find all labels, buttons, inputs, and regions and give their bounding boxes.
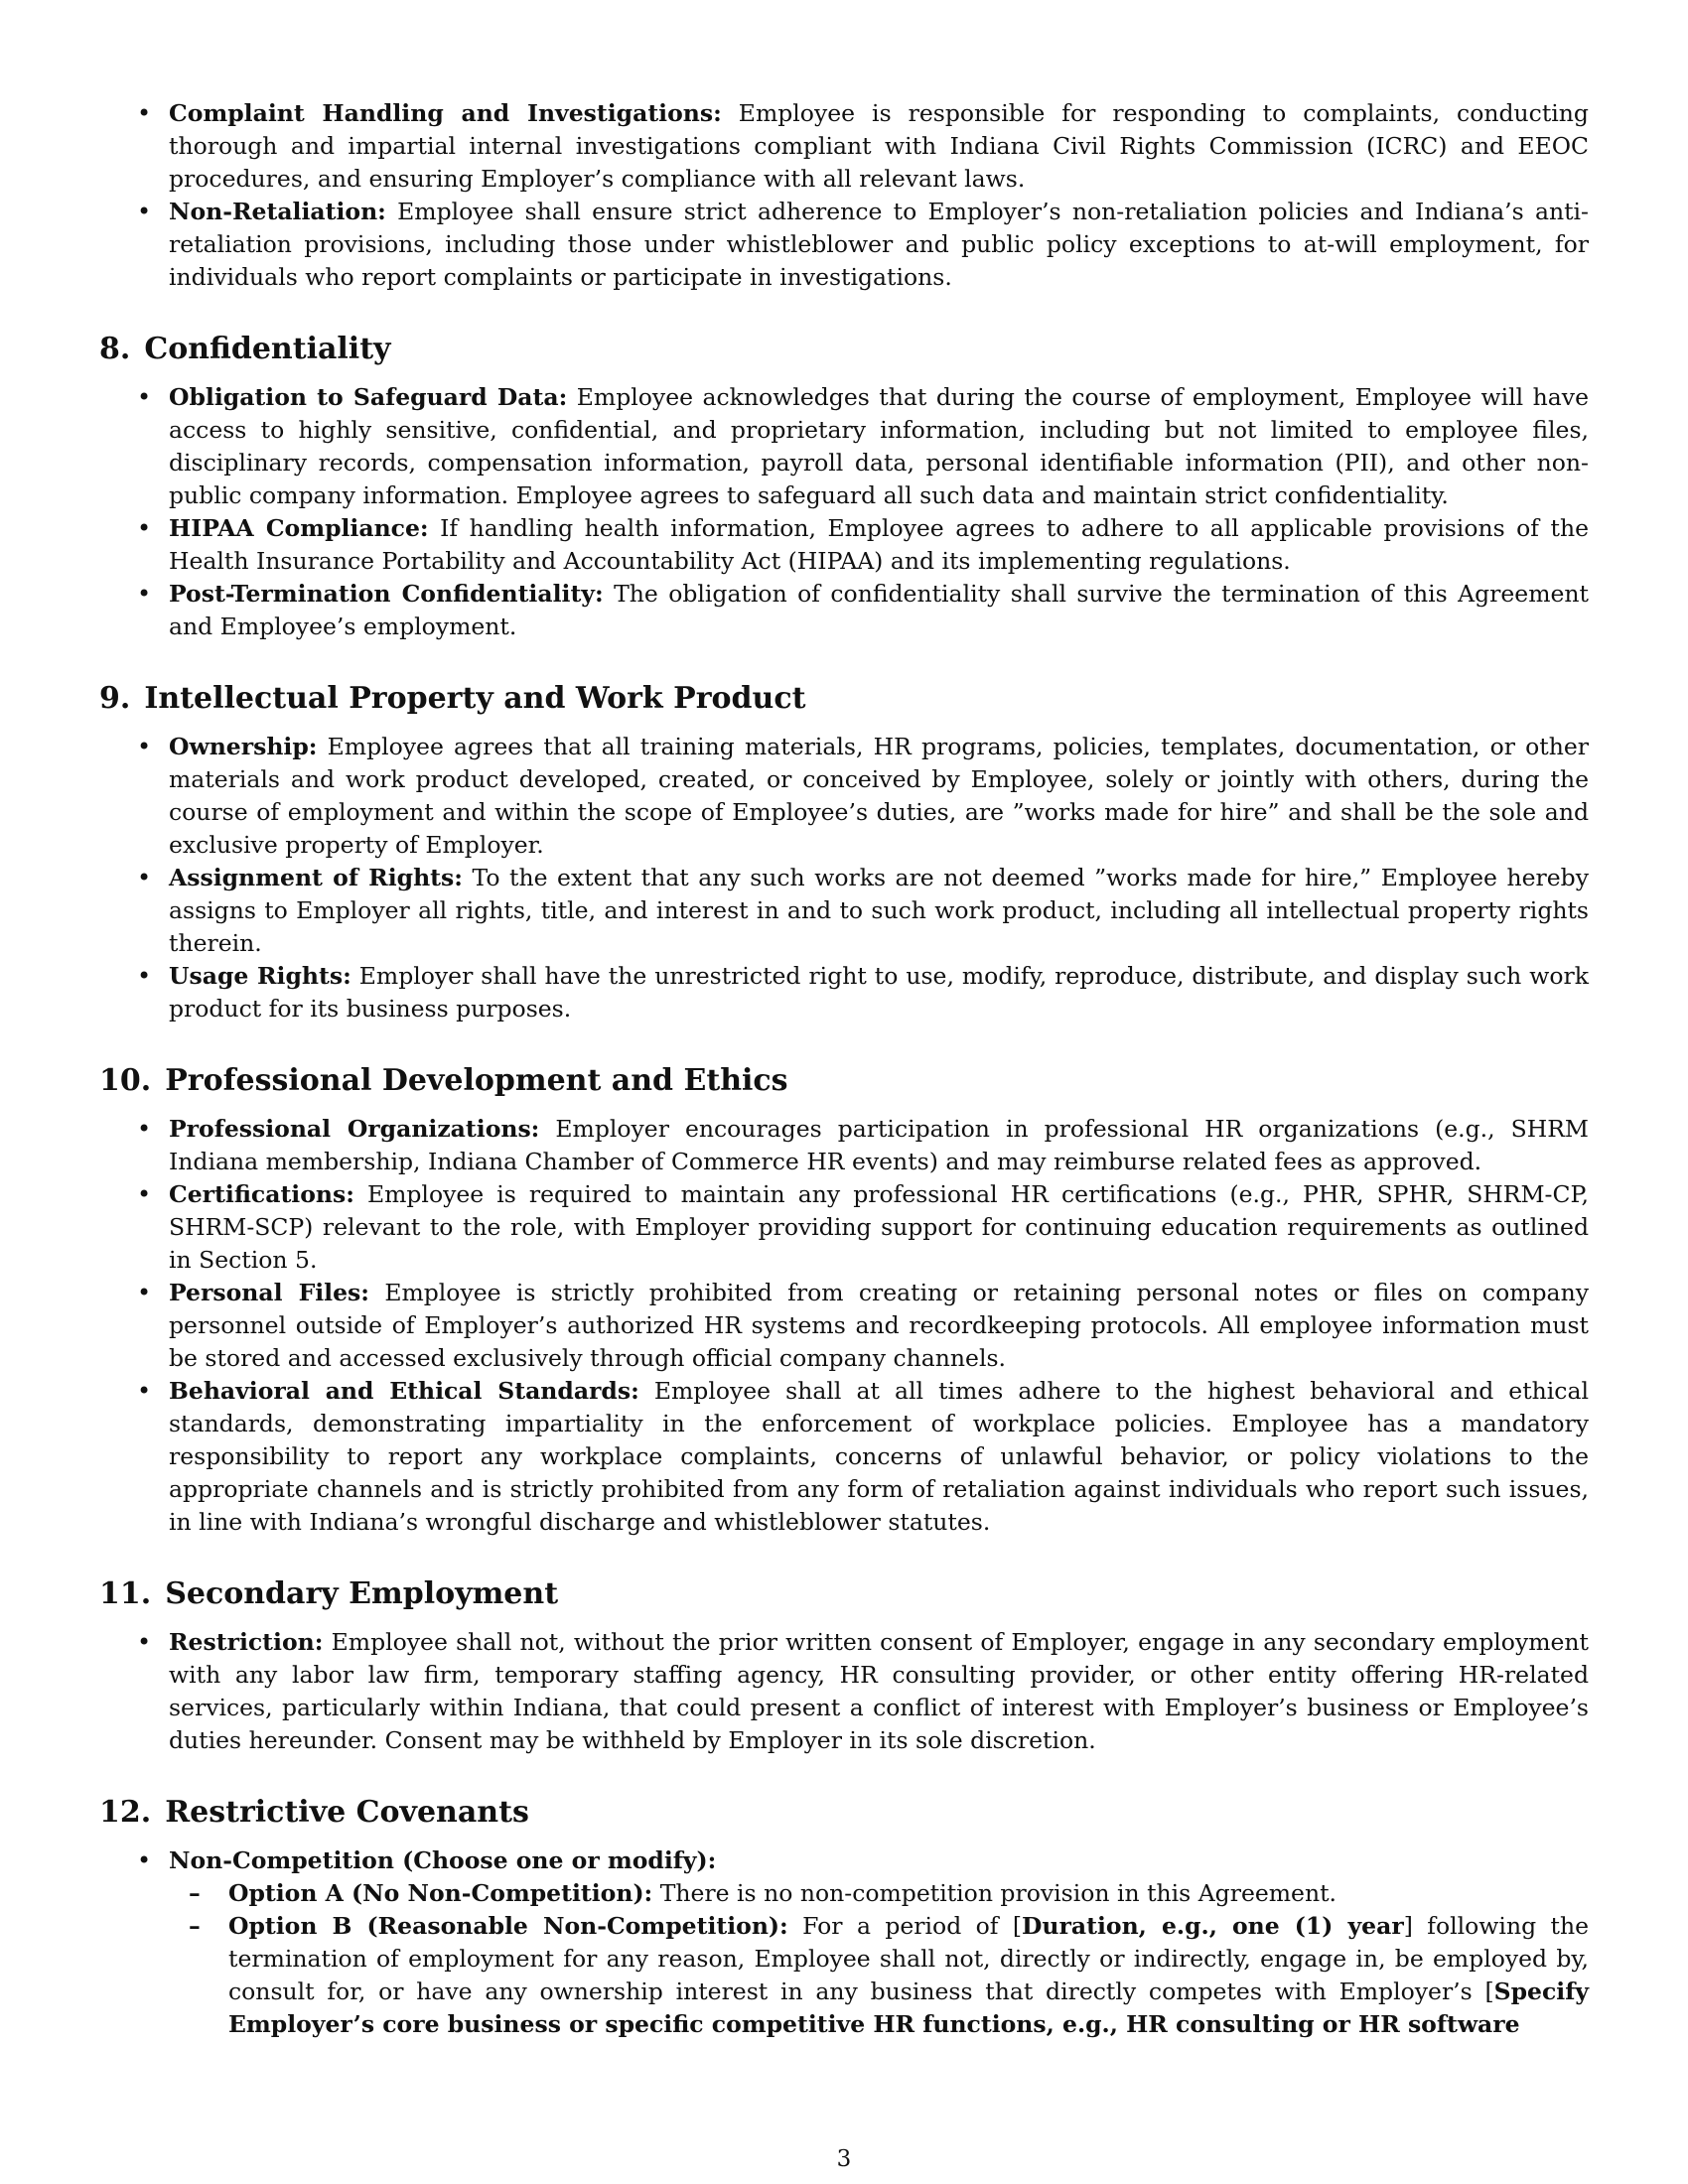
item-text: Employee shall ensure strict adherence to Employer’s non-retaliation policies and Indiana’s anti-retaliation provisions, including those under whistleblower and public policy exceptions to at-will employment, for individuals who report complaints or participate in investigations. xyxy=(169,198,1589,291)
item-term: Post-Termination Confidentiality: xyxy=(169,580,604,608)
item-term: Certifications: xyxy=(169,1180,354,1208)
option-text: ] following the termination of employment for any reason, Employee shall not, directly or indirectly, engage in, be employed by, consult for, or have any ownership interest in any business that directly competes with Employer’s [ xyxy=(228,1912,1589,2005)
page-number: 3 xyxy=(836,2146,852,2172)
item-term: HIPAA Compliance: xyxy=(169,514,429,542)
section-number: 9. xyxy=(99,681,131,716)
item-text: The obligation of confidentiality shall survive the termination of this Agreement and Employee’s employment. xyxy=(169,580,1589,640)
option-term: Option A (No Non-Competition): xyxy=(228,1879,653,1907)
list-item xyxy=(99,960,1589,1025)
section-number: 10. xyxy=(99,1063,152,1098)
item-text: If handling health information, Employee agrees to adhere to all applicable provisions of the Health Insurance Portability and Accountability Act (HIPAA) and its implementing regulations. xyxy=(169,514,1589,575)
section-list xyxy=(99,1113,1589,1539)
list-item xyxy=(99,578,1589,643)
item-text: Employee shall at all times adhere to the highest behavioral and ethical standards, demonstrating impartiality in the enforcement of workplace policies. Employee has a mandatory responsibility to report any workplace complaints, concerns of unlawful behavior, or policy violations to the appropriate channels and is strictly prohibited from any form of retaliation against individuals who report such issues, in line with Indiana’s wrongful discharge and whistleblower statutes. xyxy=(169,1377,1589,1536)
section-title: Intellectual Property and Work Product xyxy=(144,681,806,716)
section-title: Restrictive Covenants xyxy=(165,1795,529,1830)
option-item xyxy=(169,1910,1589,2041)
section-title: Confidentiality xyxy=(144,332,391,366)
section-heading-restrictive-covenants xyxy=(99,1793,1589,1833)
section-list xyxy=(99,731,1589,1025)
list-item xyxy=(99,1626,1589,1757)
item-text: Employee agrees that all training materials, HR programs, policies, templates, documentation, or other materials and work product developed, created, or conceived by Employee, solely or jointly with others, during the course of employment and within the scope of Employee’s duties, are ”works made for hire” and shall be the sole and exclusive property of Employer. xyxy=(169,733,1589,859)
list-item xyxy=(99,1844,1589,2041)
item-term: Non-Competition (Choose one or modify): xyxy=(169,1846,717,1874)
list-item xyxy=(99,381,1589,512)
item-text: Employer encourages participation in professional HR organizations (e.g., SHRM Indiana membership, Indiana Chamber of Commerce HR events) and may reimburse related fees as approved. xyxy=(169,1115,1589,1175)
section-heading-confidentiality xyxy=(99,330,1589,369)
section-list xyxy=(99,1844,1589,2041)
option-text: There is no non-competition provision in this Agreement. xyxy=(659,1879,1337,1907)
list-item xyxy=(99,731,1589,862)
item-text: Employer shall have the unrestricted right to use, modify, reproduce, distribute, and display such work product for its business purposes. xyxy=(169,962,1590,1023)
item-term: Obligation to Safeguard Data: xyxy=(169,383,568,411)
item-term: Ownership: xyxy=(169,733,318,760)
section-list xyxy=(99,1626,1589,1757)
item-term: Behavioral and Ethical Standards: xyxy=(169,1377,639,1405)
section-number: 12. xyxy=(99,1795,152,1830)
item-term: Restriction: xyxy=(169,1628,324,1656)
list-item xyxy=(99,862,1589,960)
item-text: Employee shall not, without the prior written consent of Employer, engage in any secondary employment with any labor law firm, temporary staffing agency, HR consulting provider, or other entity offering HR-related services, particularly within Indiana, that could present a conflict of interest with Employer’s business or Employee’s duties hereunder. Consent may be withheld by Employer in its sole discretion. xyxy=(169,1628,1589,1754)
section-number: 8. xyxy=(99,332,131,366)
list-item xyxy=(99,1178,1589,1277)
placeholder-business: Specify Employer’s core business or specific competitive HR functions, e.g., HR consulting or HR software xyxy=(228,1978,1589,2038)
intro-list xyxy=(99,97,1589,294)
list-item xyxy=(99,512,1589,578)
item-term: Assignment of Rights: xyxy=(169,864,463,891)
list-item xyxy=(99,1113,1589,1178)
list-item xyxy=(99,1277,1589,1375)
section-list xyxy=(99,381,1589,643)
option-text: For a period of [ xyxy=(802,1912,1023,1940)
option-term: Option B (Reasonable Non-Competition): xyxy=(228,1912,788,1940)
item-text: Employee is strictly prohibited from creating or retaining personal notes or files on company personnel outside of Employer’s authorized HR systems and recordkeeping protocols. All employee information must be stored and accessed exclusively through official company channels. xyxy=(169,1279,1589,1372)
section-heading-secondary-employment xyxy=(99,1574,1589,1614)
section-title: Professional Development and Ethics xyxy=(165,1063,788,1098)
item-text: Employee is required to maintain any professional HR certifications (e.g., PHR, SPHR, SHRM-CP, SHRM-SCP) relevant to the role, with Employer providing support for continuing education requirements as outlined in Section 5. xyxy=(169,1180,1589,1274)
item-term: Complaint Handling and Investigations: xyxy=(169,99,722,127)
section-title: Secondary Employment xyxy=(165,1576,559,1611)
section-heading-intellectual-property xyxy=(99,679,1589,719)
item-term: Professional Organizations: xyxy=(169,1115,540,1143)
item-term: Usage Rights: xyxy=(169,962,352,990)
item-text: Employee acknowledges that during the course of employment, Employee will have access to highly sensitive, confidential, and proprietary information, including but not limited to employee files, disciplinary records, compensation information, payroll data, personal identifiable information (PII), and other non-public company information. Employee agrees to safeguard all such data and maintain strict confidentiality. xyxy=(169,383,1589,509)
list-item xyxy=(99,97,1589,196)
item-text: To the extent that any such works are not deemed ”works made for hire,” Employee hereby assigns to Employer all rights, title, and interest in and to such work product, including all intellectual property rights therein. xyxy=(169,864,1589,957)
placeholder-duration: Duration, e.g., one (1) year xyxy=(1022,1912,1404,1940)
option-list xyxy=(169,1877,1589,2041)
item-term: Non-Retaliation: xyxy=(169,198,386,225)
option-item xyxy=(169,1877,1589,1910)
item-text: Employee is responsible for responding to complaints, conducting thorough and impartial internal investigations compliant with Indiana Civil Rights Commission (ICRC) and EEOC procedures, and ensuring Employer’s compliance with all relevant laws. xyxy=(169,99,1589,193)
item-term: Personal Files: xyxy=(169,1279,369,1306)
section-number: 11. xyxy=(99,1576,152,1611)
list-item xyxy=(99,1375,1589,1539)
list-item xyxy=(99,196,1589,294)
section-heading-professional-development xyxy=(99,1061,1589,1101)
document-page xyxy=(99,97,1589,2041)
